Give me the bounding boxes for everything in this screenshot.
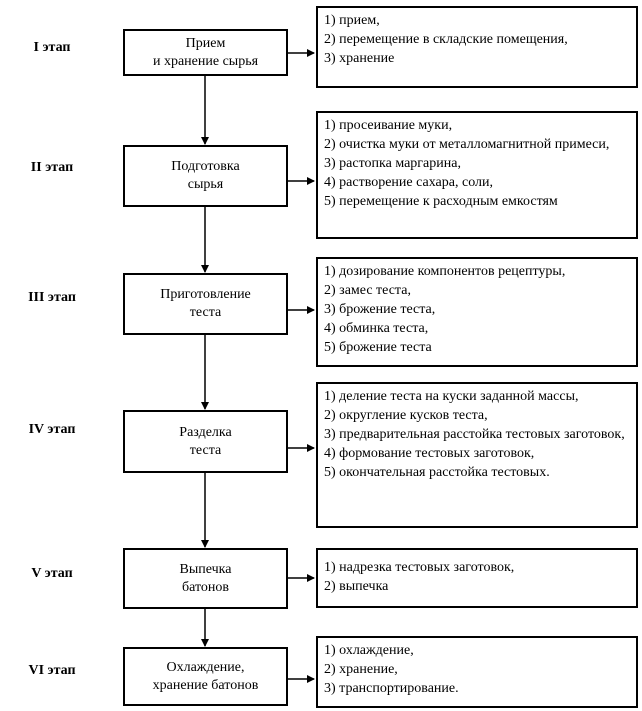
step-line: Подготовка <box>171 159 240 174</box>
operation-item: 4) растворение сахара, соли, <box>324 175 493 190</box>
operation-item: 5) окончательная расстойка тестовых. <box>324 465 550 480</box>
details-box-3 <box>316 257 638 367</box>
details-box-6 <box>316 636 638 708</box>
step-line: теста <box>189 305 222 320</box>
operation-item: 3) хранение <box>324 51 395 66</box>
operation-item: 1) охлаждение, <box>324 643 414 658</box>
operation-item: 3) растопка маргарина, <box>324 156 461 171</box>
step-box-5 <box>123 548 288 609</box>
step-line: Прием <box>185 35 226 51</box>
details-box-2 <box>316 111 638 239</box>
step-box-1 <box>123 29 288 76</box>
step-box-2 <box>123 145 288 207</box>
stage-label-6: VI этап <box>28 663 76 678</box>
details-box-1 <box>316 6 638 88</box>
operation-item: 1) деление теста на куски заданной массы, <box>324 389 579 404</box>
stage-label-2: II этап <box>30 160 74 175</box>
operation-item: 3) брожение теста, <box>324 302 436 317</box>
step-box-6 <box>123 647 288 706</box>
operation-item: 1) просеивание муки, <box>324 118 453 133</box>
step-box-3 <box>123 273 288 335</box>
stage-label-3: III этап <box>28 290 76 305</box>
stage-label-5: V этап <box>31 566 73 581</box>
step-line: Охлаждение, <box>166 659 245 675</box>
operation-item: 2) замес теста, <box>324 283 411 298</box>
step-line: Приготовление <box>160 287 251 302</box>
step-line: Разделка <box>179 424 232 440</box>
stage-label-4: IV этап <box>28 422 76 437</box>
operation-item: 1) прием, <box>324 13 380 28</box>
operation-item: 2) округление кусков теста, <box>324 408 488 423</box>
operation-item: 2) перемещение в складские помещения, <box>324 32 568 47</box>
step-box-4 <box>123 410 288 473</box>
step-line: хранение батонов <box>152 677 259 693</box>
step-line: сырья <box>187 177 224 192</box>
operation-item: 2) очистка муки от металломагнитной примеси, <box>324 137 610 152</box>
operation-item: 3) транспортирование. <box>324 681 459 696</box>
operation-item: 5) перемещение к расходным емкостям <box>324 194 558 209</box>
operation-item: 1) дозирование компонентов рецептуры, <box>324 264 566 279</box>
operation-item: 2) хранение, <box>324 662 398 677</box>
operation-item: 3) предварительная расстойка тестовых заготовок, <box>324 427 625 442</box>
operation-item: 5) брожение теста <box>324 340 432 355</box>
step-line: Выпечка <box>179 561 232 577</box>
step-line: и хранение сырья <box>152 53 259 69</box>
operation-item: 4) обминка теста, <box>324 321 429 336</box>
step-line: теста <box>189 442 222 458</box>
details-box-4 <box>316 382 638 528</box>
operation-item: 4) формование тестовых заготовок, <box>324 446 535 461</box>
step-line: батонов <box>181 579 229 595</box>
stage-label-1: I этап <box>33 40 71 55</box>
operation-item: 1) надрезка тестовых заготовок, <box>324 560 515 575</box>
details-box-5 <box>316 548 638 608</box>
operation-item: 2) выпечка <box>324 579 389 594</box>
